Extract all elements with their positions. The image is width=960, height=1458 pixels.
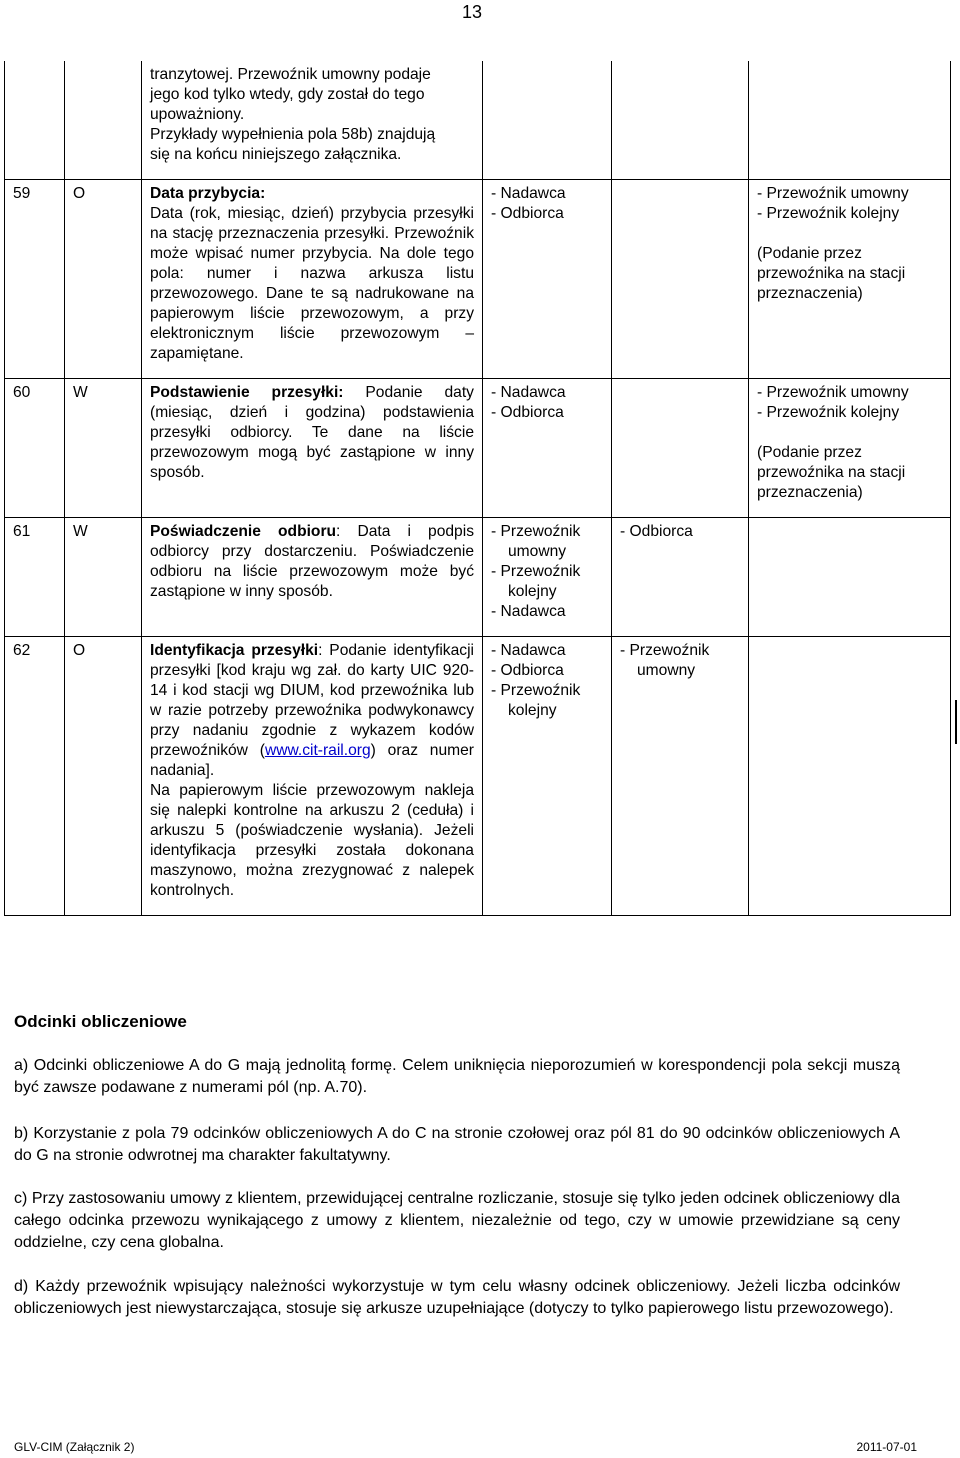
continuation-cell [142,61,483,180]
field-body: : Data i podpis odbiorcy przy dostarczeniu. Poświadczenie odbioru na liście przewozowym może być zastąpione w inny sposób. [150,523,474,600]
list-item: - Przewoźnik umowny [757,384,909,401]
continuation-line: upoważniony. [150,106,245,123]
list-item: kolejny [508,702,557,719]
note-line: (Podanie przez [757,444,862,461]
note-line: przewoźnika na stacji [757,464,906,481]
recipient-cell [612,637,749,916]
list-item: - Odbiorca [491,662,564,679]
list-item: umowny [508,543,567,560]
list-item: - Przewoźnik umowny [757,185,909,202]
field-title: Podstawienie przesyłki: [150,384,344,401]
field-body-2: Na papierowym liście przewozowym nakleja się nalepki kontrolne na arkuszu 2 (ceduła) i arkuszu 5 (poświadczenie wysłania). Jeżeli identyfikacja przesyłki została dokonana maszynowo, można zrezygnować z nalepek kontrolnych. [150,782,474,899]
note-line: przeznaczenia) [757,484,863,501]
continuation-line: tranzytowej. Przewoźnik umowny podaje [150,66,431,83]
cit-rail-link[interactable]: www.cit-rail.org [264,742,371,759]
field-description [142,379,483,518]
table-row-62 [5,637,951,916]
continuation-line: jego kod tylko wtedy, gdy został do tego [150,86,425,103]
table-row-59 [5,180,951,379]
list-item: - Przewoźnik [620,642,710,659]
list-item: umowny [637,662,696,679]
section-title: Odcinki obliczeniowe [14,1012,187,1031]
note-line: (Podanie przez [757,245,862,262]
continuation-line: się na końcu niniejszego załącznika. [150,146,402,163]
list-item: kolejny [508,583,557,600]
recipient-cell [612,518,749,637]
change-bar [955,700,957,744]
list-item: - Nadawca [491,603,566,620]
field-body: Data (rok, miesiąc, dzień) przybycia przesyłki na stację przeznaczenia przesyłki. Przewoźnik może wpisać numer przybycia. Na dole tego pola: numer i nazwa arkusza listu przewozowego. Dane te są nadrukowane na papierowym liście przewozowym, a przy elektronicznym liście przewozowym – zapamiętane. [150,205,474,362]
list-item: - Przewoźnik kolejny [757,205,900,222]
field-description [142,518,483,637]
field-body-end: ) oraz numer nadania]. [150,742,474,779]
list-item: - Przewoźnik kolejny [757,404,900,421]
field-number: 62 [5,637,65,916]
paragraph-a: a) Odcinki obliczeniowe A do G mają jednolitą formę. Celem uniknięcia nieporozumień w korespondencji pola sekcji muszą być zawsze podawane z numerami pól (np. A.70). [14,1057,900,1096]
table-row-continuation [5,61,951,180]
field-type: W [65,379,142,518]
field-number: 61 [5,518,65,637]
filled-by-cell [483,518,612,637]
field-type: O [65,180,142,379]
table-row-60 [5,379,951,518]
paragraph-b: b) Korzystanie z pola 79 odcinków obliczeniowych A do C na stronie czołowej oraz pól 81 do 90 odcinków obliczeniowych A do G na stronie odwrotnej ma charakter fakultatywny. [14,1125,900,1164]
field-number: 60 [5,379,65,518]
list-item: - Nadawca [491,384,566,401]
list-item: - Nadawca [491,185,566,202]
paragraph-c: c) Przy zastosowaniu umowy z klientem, przewidującej centralne rozliczanie, stosuje się tylko jeden odcinek obliczeniowy dla całego odcinka przewozu wynikającego z umowy z klientem, niezależnie od tego, czy w umowie przewidziane są ceny oddzielne, czy cena globalna. [14,1190,900,1251]
carrier-cell [749,379,951,518]
list-item: - Przewoźnik [491,523,581,540]
filled-by-cell [483,379,612,518]
field-title: Data przybycia: [150,185,266,202]
note-line: przeznaczenia) [757,285,863,302]
list-item: - Odbiorca [491,404,564,421]
field-number: 59 [5,180,65,379]
page-number: 13 [462,2,483,22]
list-item: - Przewoźnik [491,563,581,580]
footer-left: GLV-CIM (Załącznik 2) [14,1440,135,1454]
table-row-61 [5,518,951,637]
list-item: - Nadawca [491,642,566,659]
field-description [142,637,483,916]
field-body: Podanie daty (miesiąc, dzień i godzina) podstawienia przesyłki odbiorcy. Te dane na liście przewozowym mogą być zastąpione w inny sposób. [150,384,474,481]
field-title: Identyfikacja przesyłki [150,642,319,659]
field-description [142,180,483,379]
footer-date: 2011-07-01 [856,1440,917,1454]
paragraph-d: d) Każdy przewoźnik wpisujący należności wykorzystuje w tym celu własny odcinek obliczeniowy. Jeżeli liczba odcinków obliczeniowych jest niewystarczająca, stosuje się arkusze uzupełniające (dotyczy to tylko papierowego listu przewozowego). [14,1278,900,1317]
continuation-line: Przykłady wypełnienia pola 58b) znajdują [150,126,436,143]
filled-by-cell [483,180,612,379]
field-body: : Podanie identyfikacji przesyłki [kod kraju wg zał. do karty UIC 920-14 i kod stacji wg DIUM, kod przewoźnika lub w razie potrzeby przewoźnika podwykonawcy przy nadaniu zgodnie z wykazem kodów przewoźników ( [150,642,474,759]
filled-by-cell [483,637,612,916]
fields-table [4,61,951,916]
note-line: przewoźnika na stacji [757,265,906,282]
list-item: - Odbiorca [491,205,564,222]
field-type: O [65,637,142,916]
list-item: - Odbiorca [620,523,693,540]
field-title: Poświadczenie odbioru [150,523,337,540]
carrier-cell [749,180,951,379]
list-item: - Przewoźnik [491,682,581,699]
field-type: W [65,518,142,637]
